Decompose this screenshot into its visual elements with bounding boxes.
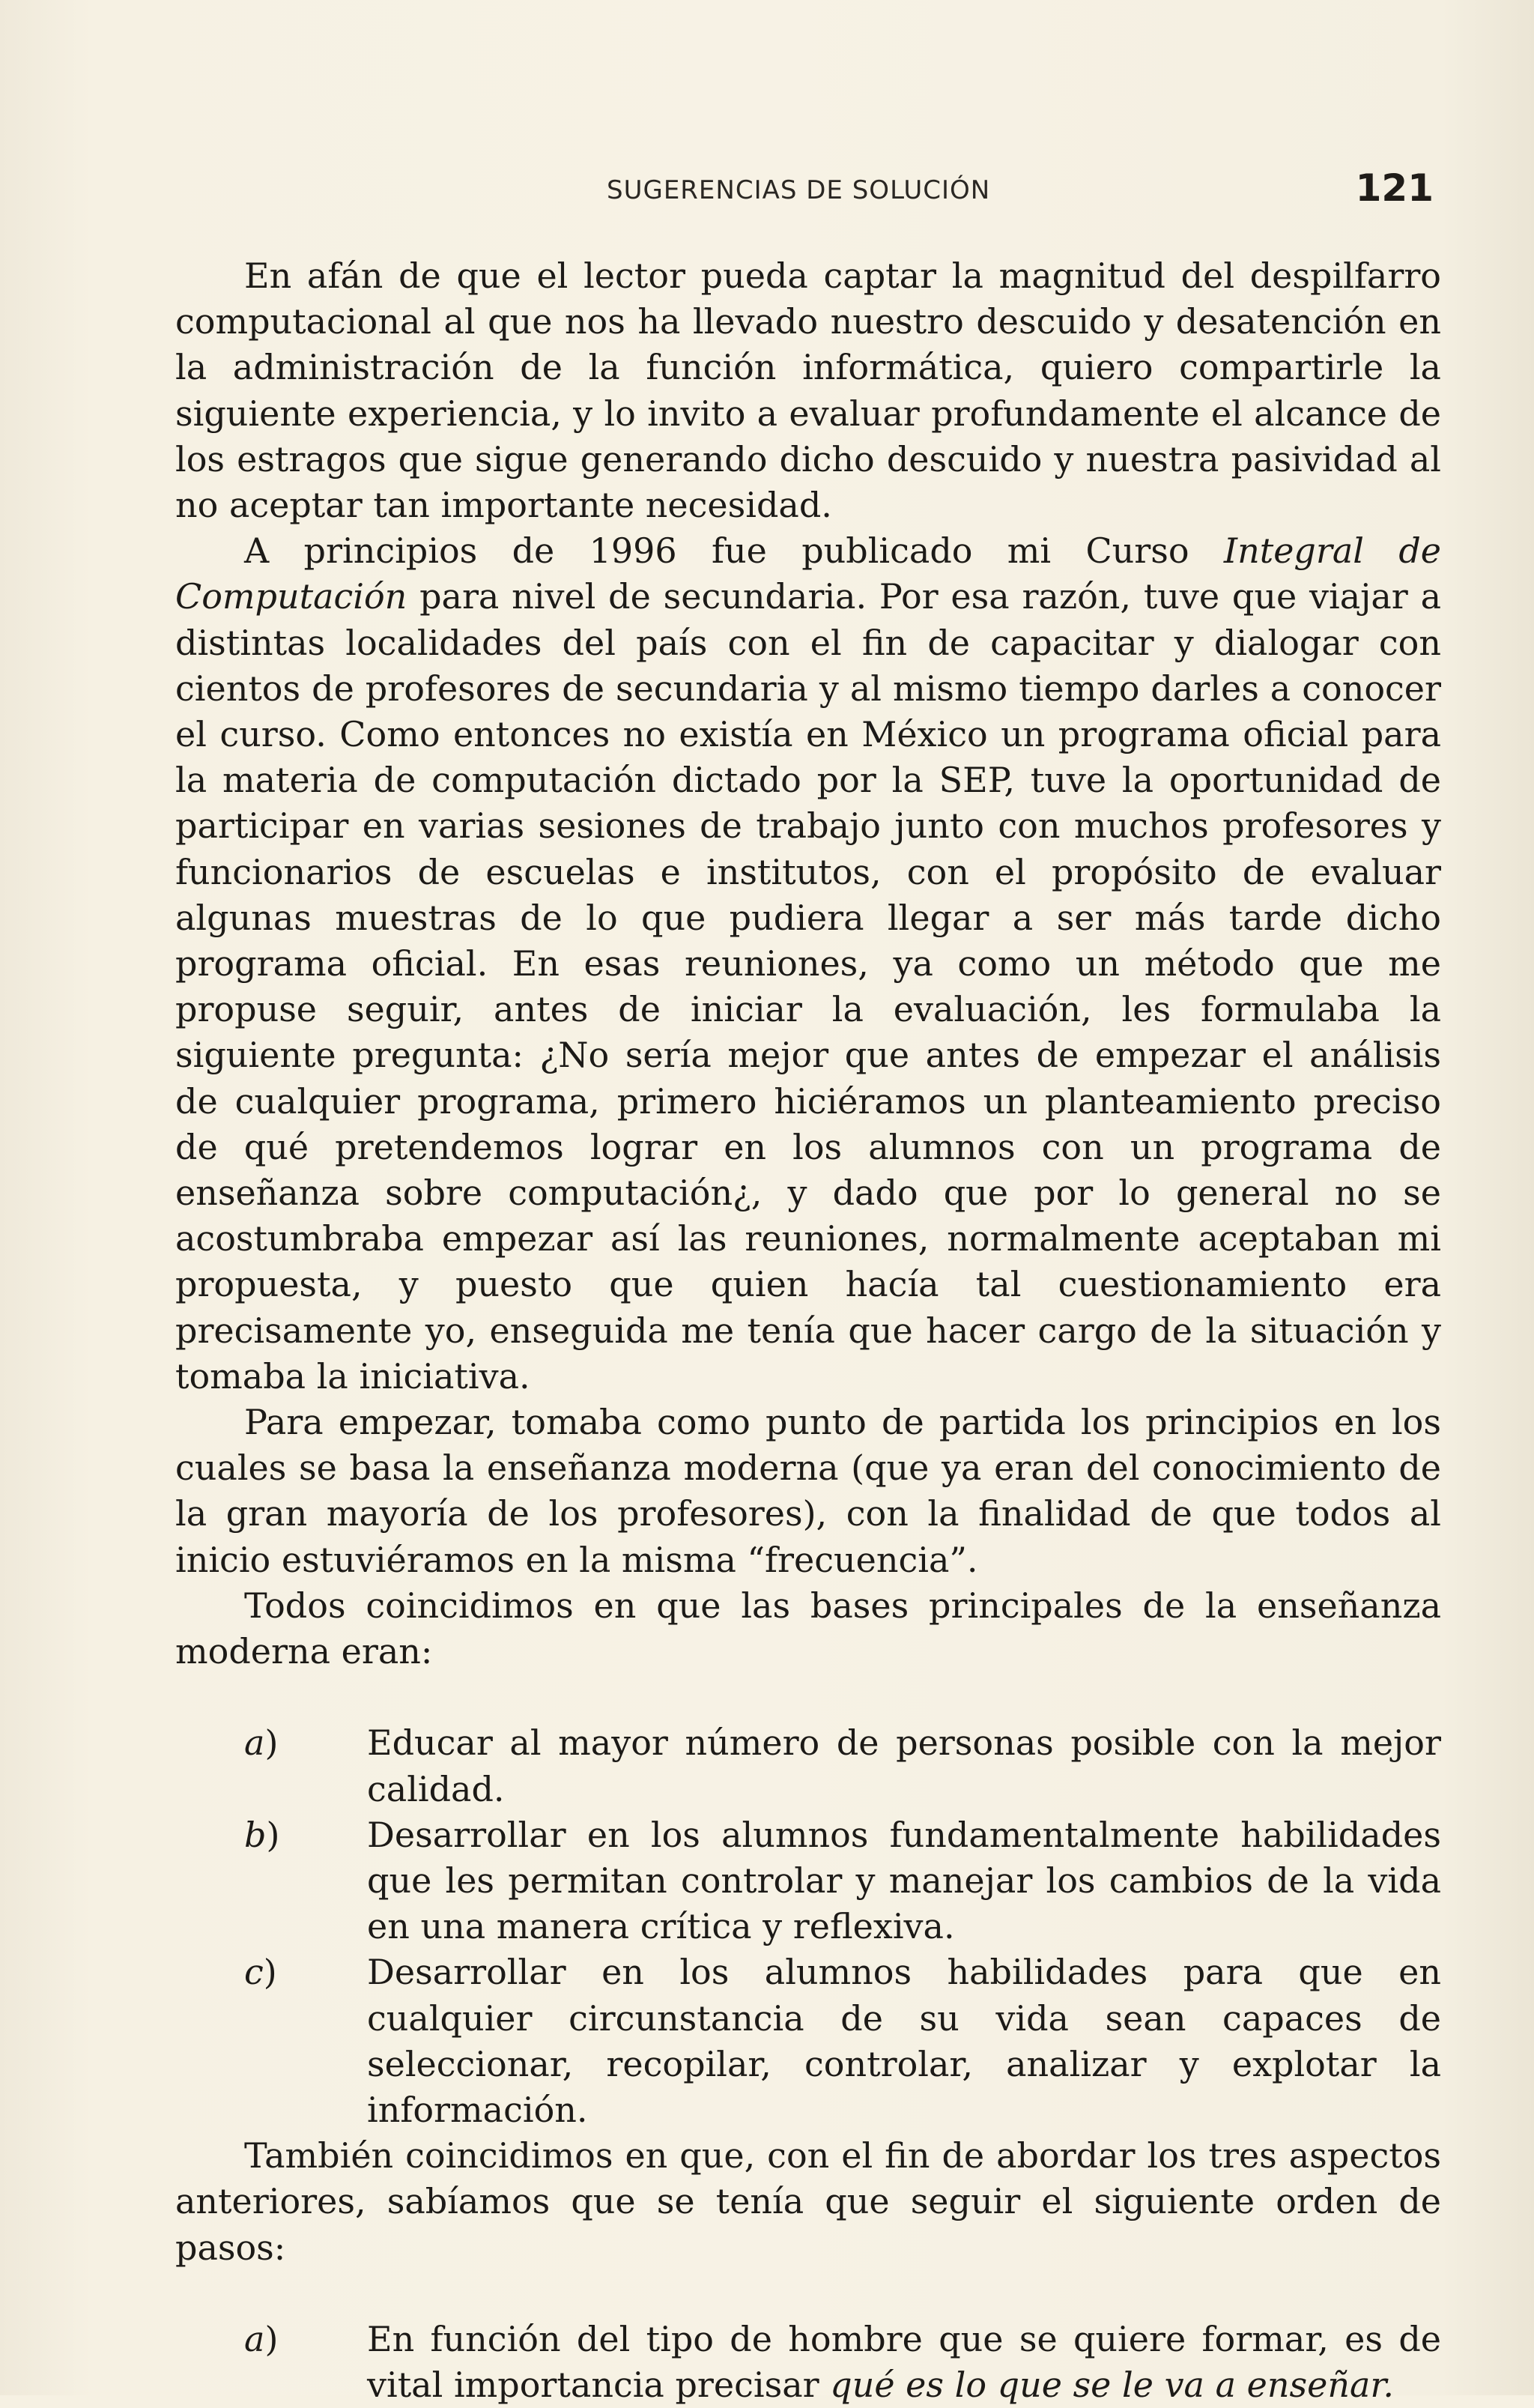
paragraph-2-text-end: para nivel de secundaria. Por esa razón, tuve que viajar a distintas localidades del país con el fin de capacitar y dialogar con cientos de profesores de secundaria y al mismo tiempo darles a conocer el curso. Como entonces no existía en México un programa oficial para la materia de computación dictado por la SEP, tuve la oportunidad de participar en varias sesiones de trabajo junto con muchos profesores y funcionarios de escuelas e institutos, con el propósito de evaluar algunas muestras de lo que pudiera llegar a ser más tarde dicho programa oficial. En esas reuniones, ya como un método que me propuse seguir, antes de iniciar la evaluación, les formulaba la siguiente pregunta: ¿No sería mejor que antes de empezar el análisis de cualquier programa, primero hiciéramos un planteamiento preciso de qué pretendemos lograr en los alumnos con un programa de enseñanza sobre computación¿, y dado que por lo general no se acostumbraba empezar así las reuniones, normalmente aceptaban mi propuesta, y puesto que quien hacía tal cuestionamiento era precisamente yo, enseguida me tenía que hacer cargo de la situación y tomaba la iniciativa.: [175, 576, 1441, 1397]
principles-list: [175, 1720, 1441, 2133]
list-marker: b): [244, 1814, 280, 1855]
list-item-emphasis: qué es lo que se le va a enseñar.: [830, 2364, 1394, 2405]
course-title: Integral de Computación: [175, 530, 1442, 617]
page-header: [175, 166, 1434, 219]
page-number: 121: [1355, 166, 1434, 210]
list-item: [244, 2317, 1441, 2408]
paragraph-2-text-start: A principios de 1996 fue publicado mi Curso: [244, 530, 1224, 572]
paragraph-3: Para empezar, tomaba como punto de partida los principios en los cuales se basa la enseñanza moderna (que ya eran del conocimiento de la gran mayoría de los profesores), con la finalidad de que todos al inicio estuviéramos en la misma “frecuencia”.: [175, 1402, 1441, 1580]
body-text: [175, 253, 1441, 2408]
running-head: SUGERENCIAS DE SOLUCIÓN: [607, 175, 991, 205]
paragraph-2: [175, 528, 1441, 1400]
list-item-text: Desarrollar en los alumnos habilidades para que en cualquier circunstancia de su vida sean capaces de seleccionar, recopilar, controlar, analizar y explotar la información.: [367, 1952, 1441, 2130]
steps-list: [175, 2317, 1441, 2408]
list-item: [244, 1949, 1441, 2133]
list-item: [244, 1812, 1441, 1950]
paragraph-1: En afán de que el lector pueda captar la magnitud del despilfarro computacional al que nos ha llevado nuestro descuido y desatención en la administración de la función informática, quiero compartirle la siguiente experiencia, y lo invito a evaluar profundamente el alcance de los estragos que sigue generando dicho descuido y nuestra pasividad al no aceptar tan importante necesidad.: [175, 255, 1441, 526]
list-marker: a): [244, 2318, 279, 2359]
list-item: [244, 1720, 1441, 1812]
list-marker: a): [244, 1722, 279, 1764]
list-item-text: Educar al mayor número de personas posible con la mejor calidad.: [367, 1722, 1441, 1809]
list-item-text: Desarrollar en los alumnos fundamentalmente habilidades que les permitan controlar y manejar los cambios de la vida en una manera crítica y reflexiva.: [367, 1814, 1441, 1947]
list-item-text: En función del tipo de hombre que se quiere formar, es de vital importancia precisar: [367, 2318, 1441, 2405]
list-marker: c): [244, 1952, 277, 1993]
paragraph-5: También coincidimos en que, con el fin de abordar los tres aspectos anteriores, sabíamos que se tenía que seguir el siguiente orden de pasos:: [175, 2135, 1441, 2268]
paragraph-4: Todos coincidimos en que las bases principales de la enseñanza moderna eran:: [175, 1585, 1441, 1672]
